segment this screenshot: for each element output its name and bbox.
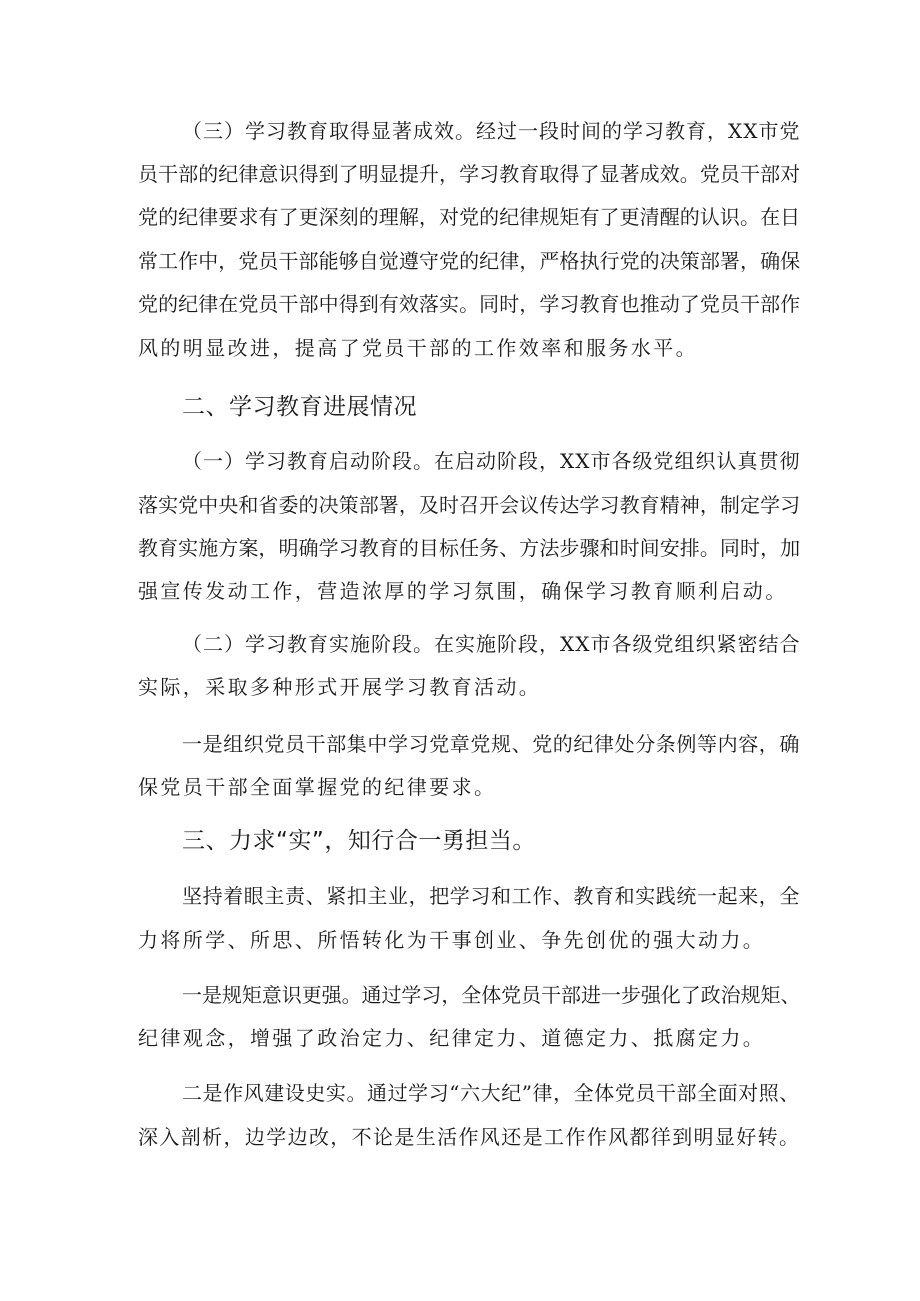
text-line: 二是作风建设史实。通过学习“六大纪”律，全体党员干部全面对照、 <box>182 1081 800 1105</box>
text-line: 党的纪律在党员干部中得到有效落实。同时，学习教育也推动了党员干部作 <box>138 292 801 316</box>
text-line: 坚持着眼主责、紧扣主业，把学习和工作、教育和实践统一起来，全 <box>182 884 800 908</box>
text-line: 深入剖析，边学边改，不论是生活作风还是工作作风都徉到明显好转。 <box>138 1125 801 1149</box>
text-line: 教育实施方案，明确学习教育的目标任务、方法步骤和时间安排。同时，加 <box>138 536 801 560</box>
text-line: 实际，采取多种形式开展学习教育活动。 <box>138 675 542 699</box>
text-line: 员干部的纪律意识得到了明显提升，学习教育取得了显著成效。党员干部对 <box>138 162 801 186</box>
section-heading: 二、学习教育进展情况 <box>182 394 417 420</box>
text-line: 党的纪律要求有了更深刻的理解，对党的纪律规矩有了更清醒的认识。在日 <box>138 205 801 229</box>
text-line: 一是规矩意识更强。通过学习，全体党员干部进一步强化了政治规矩、 <box>182 983 801 1007</box>
text-line: 落实党中央和省委的决策部署，及时召开会议传达学习教育精神，制定学习 <box>138 493 801 517</box>
text-line: 风的明显改进，提高了党员干部的工作效率和服务水平。 <box>138 336 698 360</box>
text-line: 强宣传发动工作，营造浓厚的学习氛围，确保学习教育顺利启动。 <box>138 579 788 603</box>
text-line: （一）学习教育启动阶段。在启动阶段，XX市各级党组织认真贯彻 <box>182 449 801 473</box>
text-line: 一是组织党员干部集中学习党章党规、党的纪律处分条例等内容，确 <box>182 732 800 756</box>
text-line: 力将所学、所思、所悟转化为干事创业、争先创优的强大动力。 <box>138 928 766 952</box>
section-heading: 三、力求“实”，知行合一勇担当。 <box>182 828 536 854</box>
text-line: （二）学习教育实施阶段。在实施阶段，XX市各级党组织紧密结合 <box>182 632 801 656</box>
text-line: 纪律观念，增强了政治定力、纪律定力、道德定力、抵腐定力。 <box>138 1026 766 1050</box>
text-line: 常工作中，党员干部能够自觉遵守党的纪律，严格执行党的决策部署，确保 <box>138 249 801 273</box>
text-line: 保党员干部全面掌握党的纪律要求。 <box>138 775 497 799</box>
text-line: （三）学习教育取得显著成效。经过一段时间的学习教育，XX市党 <box>182 119 801 143</box>
